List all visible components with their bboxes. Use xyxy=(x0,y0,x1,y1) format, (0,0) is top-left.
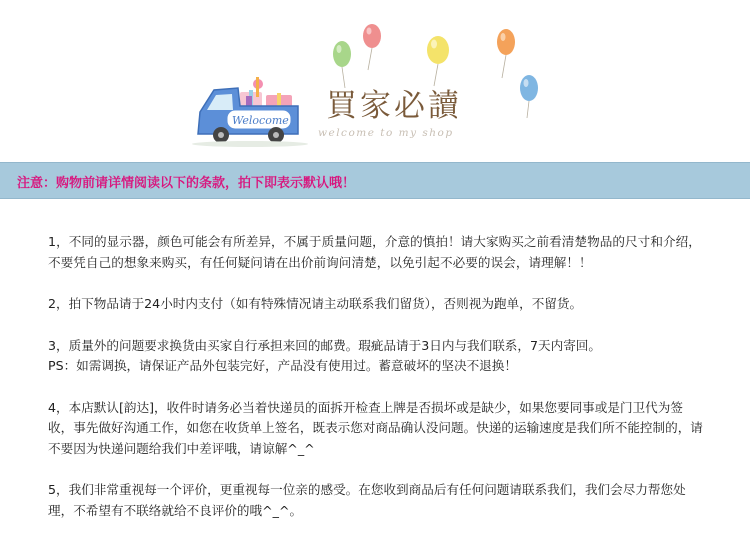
notice-bar xyxy=(0,162,750,199)
term-item: 1，不同的显示器，颜色可能会有所差异，不属于质量问题，介意的慎拍！请大家购买之前看清楚物品的尺寸和介绍，不要凭自己的想象来购买，有任何疑问请在出价前询问清楚，以免引起不必要的误会，请理解！！ xyxy=(48,234,701,270)
delivery-truck-icon xyxy=(192,77,308,147)
page-subtitle: welcome to my shop xyxy=(318,127,454,139)
term-item: 4，本店默认[韵达]，收件时请务必当着快递员的面拆开检查上牌是否损坏或是缺少，如果您要同事或是门卫代为签收，事先做好沟通工作，如您在收货单上签名，既表示您对商品确认没问题。快递的运输速度是我们所不能控制的，请不要因为快递问题给我们中差评哦，请谅解^_^ xyxy=(48,399,703,456)
balloon-orange-icon xyxy=(497,29,515,78)
term-item: 2，拍下物品请于24小时内支付（如有特殊情况请主动联系我们留货），否则视为跑单，不留货。 xyxy=(48,296,583,311)
balloon-pink-icon xyxy=(363,24,381,70)
term-item: 3，质量外的问题要求换货由买家自行承担来回的邮费。瑕疵品请于3日内与我们联系，7天内寄回。 PS：如需调换，请保证产品外包装完好，产品没有使用过。蓄意破坏的坚决不退换！ xyxy=(48,337,601,373)
page-title: 買家必讀 xyxy=(326,88,462,124)
terms-list xyxy=(48,232,708,542)
balloon-yellow-icon xyxy=(427,36,449,86)
balloon-blue-icon xyxy=(520,75,538,118)
notice-text: 注意：购物前请详情阅读以下的条款，拍下即表示默认哦！ xyxy=(17,176,356,191)
term-item: 5，我们非常重视每一个评价，更重视每一位亲的感受。在您收到商品后有任何问题请联系我们，我们会尽力帮您处理，不希望有不联络就给不良评价的哦^_^。 xyxy=(48,482,686,518)
truck-sign-text: Welocome xyxy=(232,114,289,127)
